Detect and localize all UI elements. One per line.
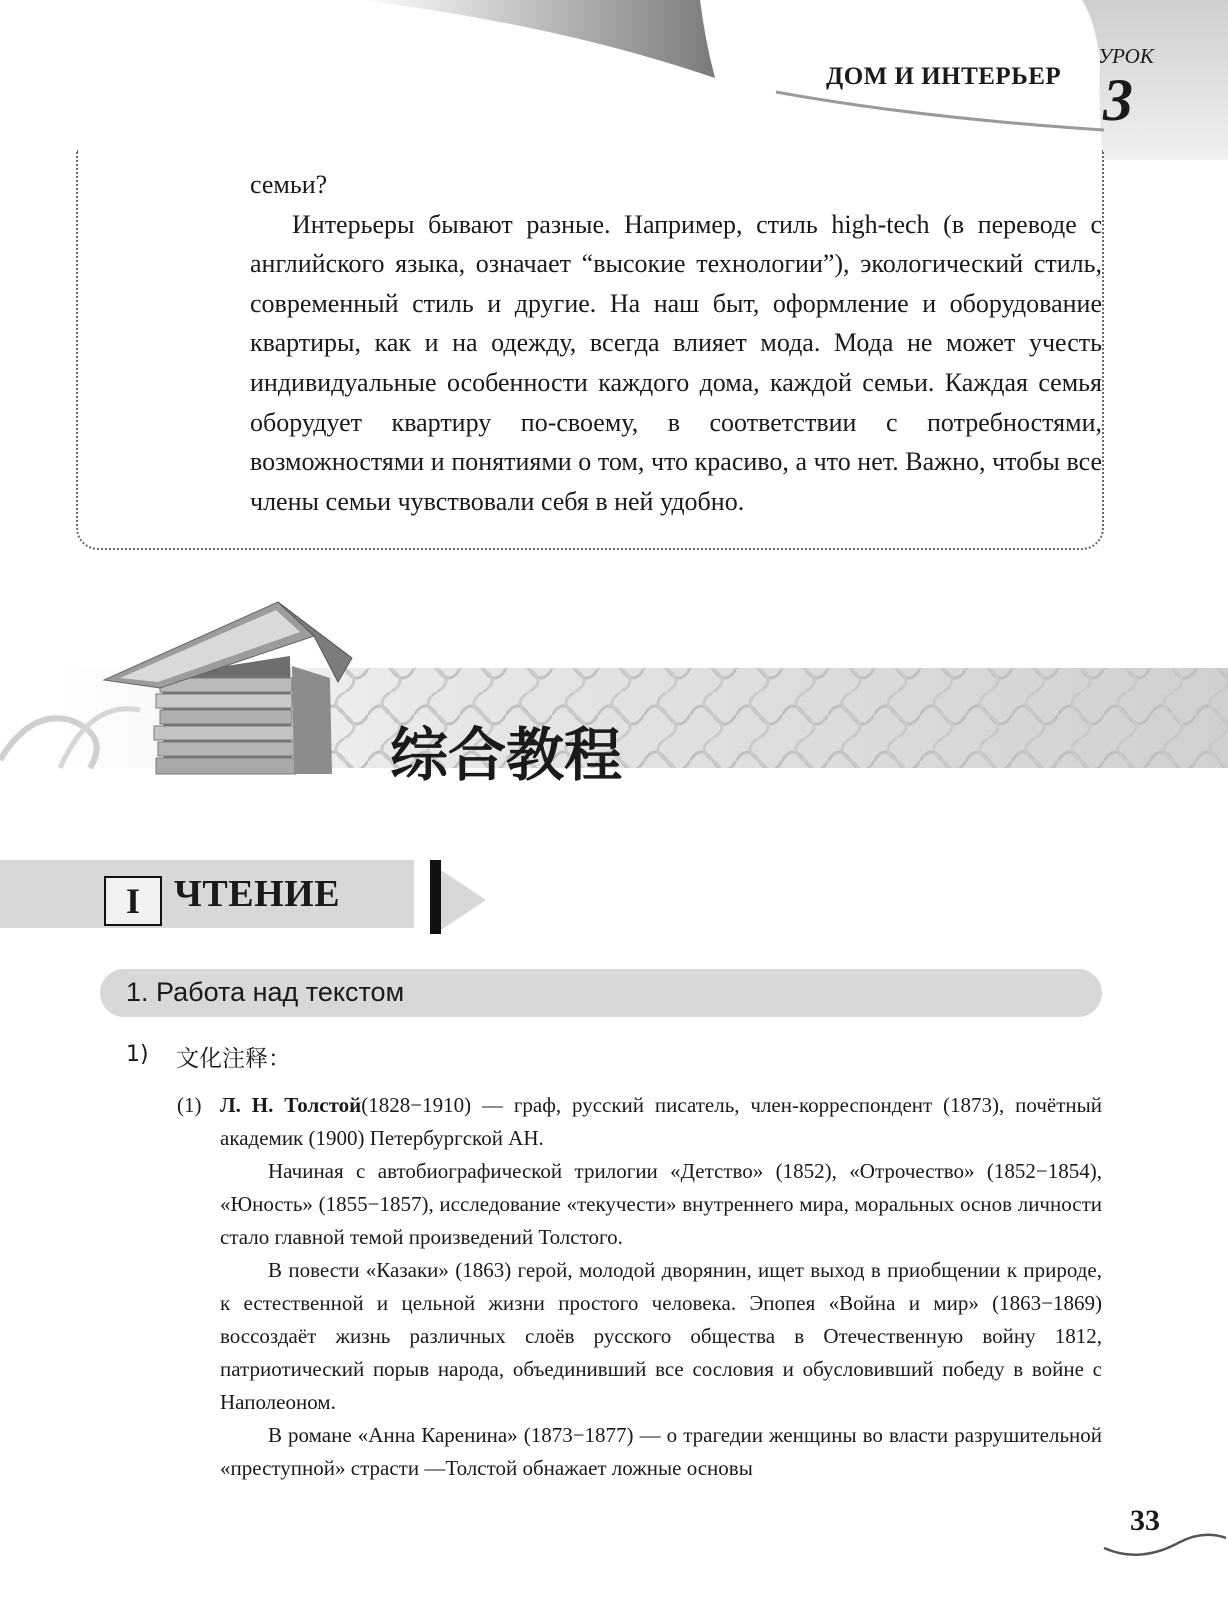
note-text <box>220 1089 1102 1485</box>
note-paragraph-4: В романе «Анна Каренина» (1873−1877) — о трагедии женщины во власти разрушительной «преступной» страсти —Толстой обнажает ложные основы <box>220 1423 1102 1480</box>
note-first: (1828−1910) — граф, русский писатель, член-корреспондент (1873), почётный академик (1900) Петербургской АН. <box>220 1093 1102 1150</box>
section-arrow-icon <box>422 856 492 936</box>
section-number: I <box>104 876 162 926</box>
note-paragraph-3: В повести «Казаки» (1863) герой, молодой дворянин, ищет выход в приобщении к природе, к естественной и цельной жизни простого человека. Эпопея «Война и мир» (1863−1869) воссоздаёт жизнь различных слоёв русского общества в Отечественную войну 1812, патриотический порыв народа, объединивший все сословия и обусловивший победу в войне с Наполеоном. <box>220 1258 1102 1414</box>
page-number-swoosh <box>1100 1512 1228 1562</box>
item-title: 文化注释： <box>176 1046 291 1072</box>
intro-text <box>250 165 1102 521</box>
page-number: 33 <box>1130 1504 1160 1537</box>
note-number: (1) <box>177 1093 202 1117</box>
note-paragraph-2: Начиная с автобиографической трилогии «Детство» (1852), «Отрочество» (1852−1854), «Юность» (1855−1857), исследование «текучести» внутреннего мира, моральных основ личности стало главной темой произведений Толстого. <box>220 1159 1102 1249</box>
subsection-title: 1. Работа над текстом <box>126 977 405 1007</box>
note-name: Л. Н. Толстой <box>220 1093 362 1117</box>
book-stack-icon <box>100 596 360 796</box>
section-title: ЧТЕНИЕ <box>174 873 341 915</box>
lesson-label: УРОК <box>1098 44 1154 68</box>
lesson-number: 3 <box>1103 67 1133 133</box>
lesson-title: ДОМ И ИНТЕРЬЕР <box>826 63 1062 90</box>
note-paragraph-1 <box>220 1089 1102 1155</box>
intro-paragraph: Интерьеры бывают разные. Например, стиль high-tech (в переводе с английского языка, означает “высокие технологии”), экологический стиль, современный стиль и другие. На наш быт, оформление и оборудование квартиры, как и на одежду, всегда влияет мода. Мода не может учесть индивидуальные особенности каждого дома, каждой семьи. Каждая семья оборудует квартиру по-своему, в соответствии с потребностями, возможностями и понятиями о том, что красиво, а что нет. Важно, чтобы все члены семьи чувствовали себя в ней удобно. <box>250 209 1102 516</box>
item-number: 1) <box>126 1042 149 1067</box>
intro-line-start: семьи? <box>250 170 328 199</box>
banner-title: 综合教程 <box>390 721 623 789</box>
